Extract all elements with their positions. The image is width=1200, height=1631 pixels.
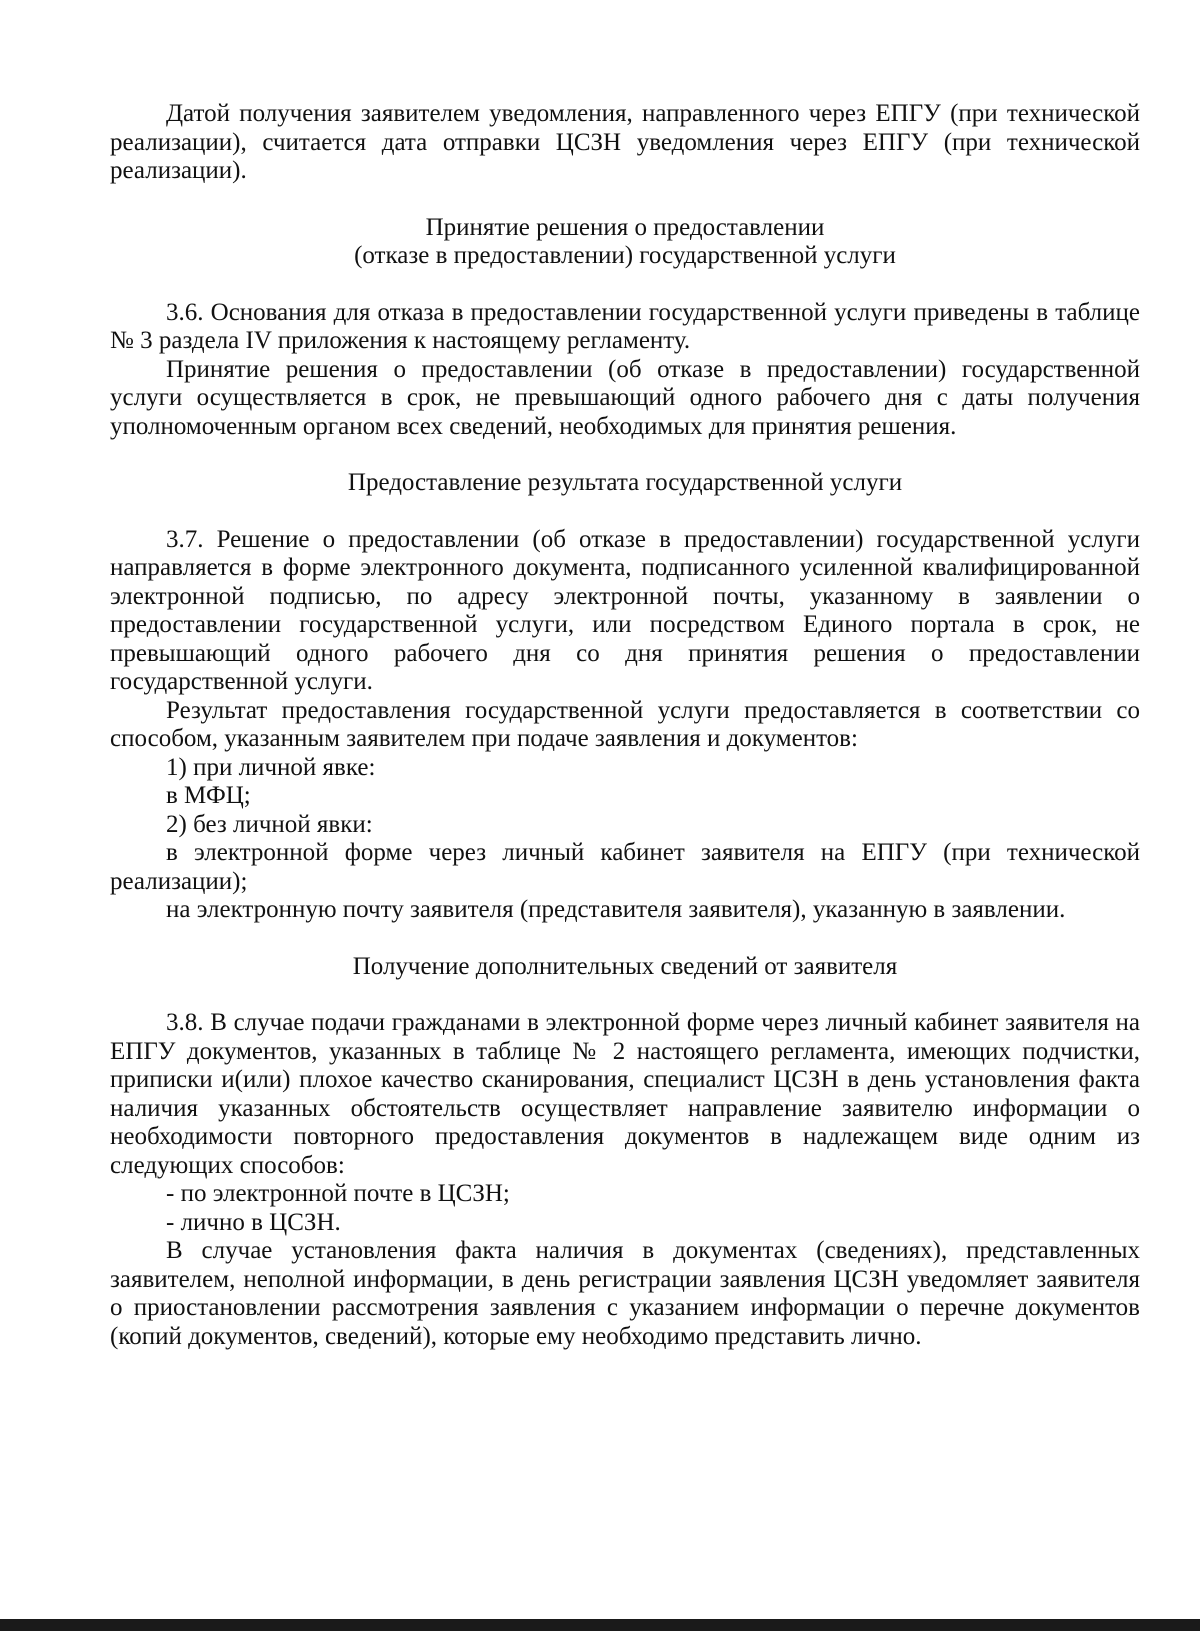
paragraph-notification-date: Датой получения заявителем уведомления, направленного через ЕПГУ (при технической реализации), считается дата отправки ЦСЗН уведомления через ЕПГУ (при технической реализации).: [110, 100, 1140, 184]
paragraph-3-7: 3.7. Решение о предоставлении (об отказе в предоставлении) государственной услуги направляется в форме электронного документа, подписанного усиленной квалифицированной электронной подписью, по адресу электронной почты, указанному в заявлении о предоставлении государственной услуги, или посредством Единого портала в срок, не превышающий одного рабочего дня со дня принятия решения о предоставлении государственной услуги.: [110, 525, 1140, 695]
paragraph-result-method: Результат предоставления государственной услуги предоставляется в соответствии со способом, указанным заявителем при подаче заявления и документов:: [110, 696, 1140, 752]
section-heading-result: Предоставление результата государственной услуги: [347, 469, 903, 496]
list-item-personal-cszn: - лично в ЦСЗН.: [166, 1208, 341, 1236]
paragraph-decision-term: Принятие решения о предоставлении (об отказе в предоставлении) государственной услуги осуществляется в срок, не превышающий одного рабочего дня с даты получения уполномоченным органом всех сведений, необходимых для принятия решения.: [110, 355, 1140, 440]
list-item-remote: 2) без личной явки:: [166, 810, 373, 838]
paragraph-email: на электронную почту заявителя (представителя заявителя), указанную в заявлении.: [166, 896, 1066, 923]
paragraph-incomplete-info: В случае установления факта наличия в документах (сведениях), представленных заявителем, неполной информации, в день регистрации заявления ЦСЗН уведомляет заявителя о приостановлении рассмотрения заявления с указанием информации о перечне документов (копий документов, сведений), которые ему необходимо представить лично.: [110, 1237, 1140, 1350]
list-item-email-cszn: - по электронной почте в ЦСЗН;: [166, 1180, 510, 1207]
section-heading-additional-info: Получение дополнительных сведений от заявителя: [352, 952, 898, 980]
scan-edge-bar: [0, 1619, 1200, 1631]
heading-line-2: (отказе в предоставлении) государственной услуги: [354, 242, 896, 269]
heading-line-1: Принятие решения о предоставлении: [425, 213, 825, 241]
paragraph-3-6: 3.6. Основания для отказа в предоставлении государственной услуги приведены в таблице № 3 раздела IV приложения к настоящему регламенту.: [110, 298, 1140, 354]
paragraph-3-8: 3.8. В случае подачи гражданами в электронной форме через личный кабинет заявителя на ЕПГУ документов, указанных в таблице № 2 настоящего регламента, имеющих подчистки, приписки и(или) плохое качество сканирования, специалист ЦСЗН в день установления факта наличия указанных обстоятельств осуществляет направление заявителю информации о необходимости повторного предоставления документов в надлежащем виде одним из следующих способов:: [110, 1009, 1140, 1179]
paragraph-electronic-form: в электронной форме через личный кабинет заявителя на ЕПГУ (при технической реализации);: [110, 839, 1140, 895]
document-page: [110, 100, 1140, 1351]
section-heading-decision: [110, 214, 1140, 271]
list-item-personal: 1) при личной явке:: [166, 753, 376, 781]
list-item-mfc: в МФЦ;: [166, 782, 251, 809]
